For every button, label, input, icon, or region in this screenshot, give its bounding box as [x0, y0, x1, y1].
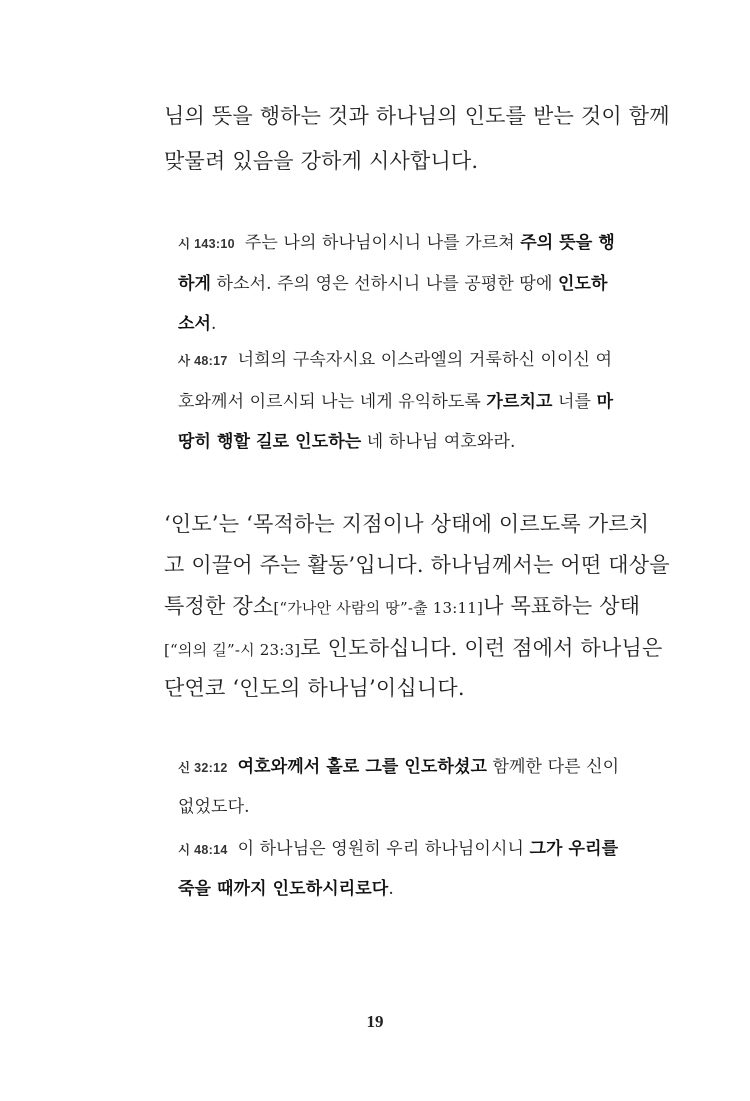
quote-emphasis: 그가 우리를 — [529, 839, 619, 859]
quote-text: . — [211, 314, 217, 334]
body-text: 맞물려 있음을 강하게 시사합니다. — [164, 149, 479, 173]
scripture-quote-line — [178, 427, 515, 452]
body-text: 단연코 ‘인도의 하나님’이십니다. — [164, 676, 465, 700]
quote-emphasis: 가르치고 — [486, 392, 553, 412]
verse-reference: 신 32:12 — [178, 761, 228, 775]
body-text-line — [164, 672, 465, 702]
quote-text: . — [388, 879, 394, 899]
body-text-line — [164, 100, 670, 130]
citation-inline: [“가나안 사람의 땅”-출 13:11] — [273, 599, 484, 617]
scripture-quote — [178, 228, 615, 253]
quote-emphasis: 땅히 행할 길로 인도하는 — [178, 432, 362, 452]
body-text-line — [164, 508, 649, 538]
body-text: 특정한 장소 — [164, 594, 274, 618]
quote-emphasis: 주의 뜻을 행 — [520, 233, 615, 253]
body-text-line — [164, 549, 670, 579]
quote-emphasis: 하게 — [178, 274, 212, 294]
verse-reference: 사 48:17 — [178, 354, 228, 368]
scripture-quote-line — [178, 309, 217, 334]
scripture-quote-line — [178, 874, 394, 899]
quote-emphasis: 인도하 — [557, 274, 608, 294]
quote-text: 주는 나의 하나님이시니 나를 가르쳐 — [244, 233, 521, 253]
body-text: 님의 뜻을 행하는 것과 하나님의 인도를 받는 것이 함께 — [164, 104, 670, 128]
scripture-quote — [178, 752, 619, 777]
quote-emphasis: 여호와께서 홀로 그를 인도하셨고 — [237, 757, 487, 777]
quote-emphasis: 소서 — [178, 314, 212, 334]
quote-text: 네 하나님 여호와라. — [361, 432, 516, 452]
citation-inline: [“의의 길”-시 23:3] — [164, 641, 301, 659]
body-text: 고 이끌어 주는 활동’입니다. 하나님께서는 어떤 대상을 — [164, 553, 670, 577]
scripture-quote-line — [178, 387, 613, 412]
quote-text: 하소서. 주의 영은 선하시니 나를 공평한 땅에 — [211, 274, 558, 294]
quote-text: 호와께서 이르시되 나는 네게 유익하도록 — [178, 392, 487, 412]
scripture-quote — [178, 345, 612, 370]
scripture-quote-line — [178, 269, 608, 294]
body-text-line — [164, 145, 478, 175]
verse-reference: 시 143:10 — [178, 237, 235, 251]
body-text: 로 인도하십니다. 이런 점에서 하나님은 — [300, 636, 663, 660]
body-text-line — [164, 632, 662, 662]
quote-emphasis: 죽을 때까지 인도하시리로다 — [178, 879, 389, 899]
body-text: ‘인도’는 ‘목적하는 지점이나 상태에 이르도록 가르치 — [164, 512, 650, 536]
quote-emphasis: 마 — [596, 392, 614, 412]
quote-text: 없었도다. — [178, 797, 250, 817]
scripture-quote — [178, 834, 618, 859]
scripture-quote-line — [178, 792, 250, 817]
quote-text: 이 하나님은 영원히 우리 하나님이시니 — [237, 839, 530, 859]
body-text: 나 목표하는 상태 — [483, 594, 641, 618]
verse-reference: 시 48:14 — [178, 843, 228, 857]
body-text-line — [164, 590, 640, 620]
quote-text: 함께한 다른 신이 — [487, 757, 620, 777]
quote-text: 너희의 구속자시요 이스라엘의 거룩하신 이이신 여 — [237, 350, 613, 370]
quote-text: 너를 — [552, 392, 597, 412]
page-number: 19 — [366, 1012, 384, 1031]
